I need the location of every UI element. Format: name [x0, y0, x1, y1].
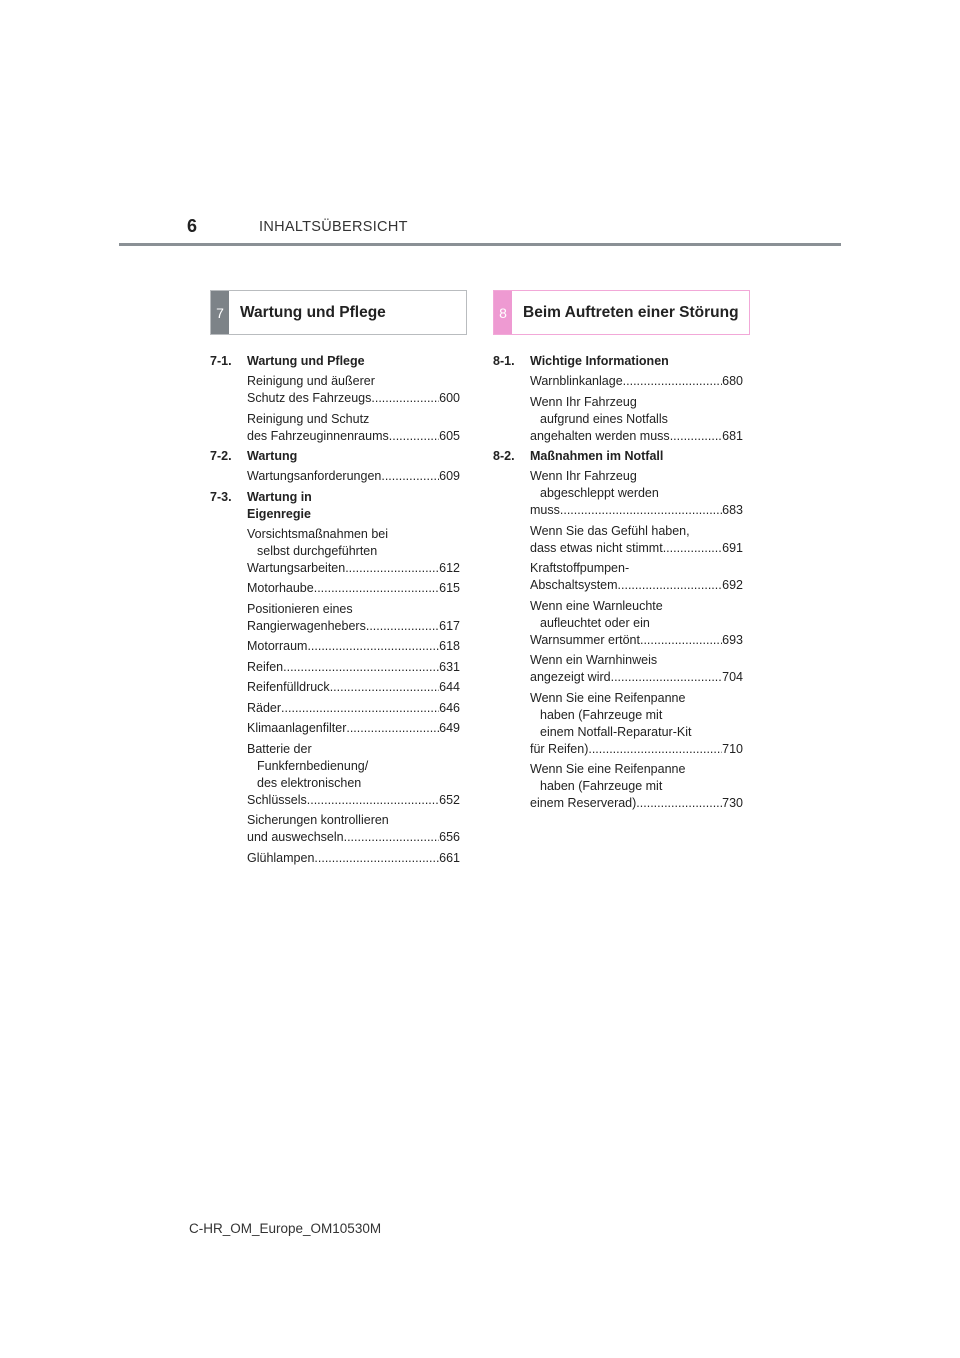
dot-leader: [281, 700, 439, 717]
toc-entry-last-line: [530, 577, 743, 594]
toc-entry-last-line: [247, 428, 460, 445]
section-tab-7: 7: [211, 291, 229, 334]
toc-page-number: 691: [722, 540, 743, 555]
toc-entry[interactable]: [530, 652, 743, 686]
toc-entry-last-line: [247, 468, 460, 485]
toc-entry-last-line: [247, 618, 460, 635]
dot-leader: [307, 792, 439, 809]
chapter-heading: [210, 489, 460, 523]
toc-entry[interactable]: [247, 468, 460, 485]
toc-entry-text: des elektronischen: [257, 775, 362, 790]
dot-leader: [623, 373, 722, 390]
dot-leader: [636, 795, 722, 812]
toc-entry-text: Batterie der: [247, 741, 312, 756]
toc-entry-last-line: [530, 632, 743, 649]
toc-entry[interactable]: [530, 761, 743, 812]
toc-entry[interactable]: [247, 720, 460, 737]
toc-entry-last-line: [530, 502, 743, 519]
toc-entry-last-line: [247, 700, 460, 717]
chapter-number: 8-1.: [493, 354, 515, 368]
toc-entry[interactable]: [530, 468, 743, 519]
toc-entry-text: Sicherungen kontrollieren: [247, 813, 389, 827]
chapter-heading: [493, 353, 743, 370]
toc-entry-last-line: [247, 580, 460, 597]
toc-page-number: 656: [439, 830, 460, 844]
toc-entry-text: muss: [530, 503, 560, 517]
toc-page-number: 652: [439, 792, 460, 807]
toc-entry[interactable]: [247, 659, 460, 676]
toc-entry[interactable]: [247, 638, 460, 655]
toc-page-number: 646: [439, 700, 460, 715]
toc-entry-text: des Fahrzeuginnenraums: [247, 428, 389, 443]
toc-entry[interactable]: [247, 741, 460, 809]
toc-entry[interactable]: [530, 598, 743, 649]
dot-leader: [371, 390, 439, 407]
toc-page-number: 600: [439, 391, 460, 405]
toc-page-number: 612: [439, 560, 460, 575]
toc-entry-text: Warnsummer ertönt: [530, 632, 640, 647]
header-divider: [119, 243, 841, 246]
toc-entry[interactable]: [247, 700, 460, 717]
toc-page-number: 649: [439, 721, 460, 735]
dot-leader: [389, 428, 439, 445]
toc-page-number: 617: [439, 618, 460, 633]
toc-entry-text: Räder: [247, 700, 282, 715]
dot-leader: [346, 720, 439, 737]
toc-entry-last-line: [247, 829, 460, 846]
chapter-number: 8-2.: [493, 449, 515, 463]
toc-entry-text: Glühlampen: [247, 850, 315, 865]
dot-leader: [283, 659, 439, 676]
toc-entry-last-line: [530, 795, 743, 812]
toc-entry-last-line: [247, 720, 460, 737]
dot-leader: [366, 618, 439, 635]
toc-entry-text: angezeigt wird: [530, 670, 611, 684]
toc-entry-text: Wartungsanforderungen: [247, 469, 382, 483]
toc-entry-text: Positionieren eines: [247, 601, 353, 616]
toc-entry-text: Abschaltsystem: [530, 578, 618, 592]
chapter-number: 7-2.: [210, 449, 232, 463]
toc-entry[interactable]: [530, 373, 743, 390]
toc-page-number: 661: [439, 850, 460, 865]
dot-leader: [381, 468, 439, 485]
page-number: 6: [187, 216, 198, 236]
chapter-number: 7-3.: [210, 489, 232, 504]
dot-leader: [344, 829, 440, 846]
toc-entry-text: Wenn Sie das Gefühl haben,: [530, 523, 690, 538]
toc-page-number: 631: [439, 659, 460, 674]
toc-entry-text: Klimaanlagenfilter: [247, 721, 347, 735]
toc-page-number: 710: [722, 741, 743, 756]
toc-entry-text: Funkfernbedienung/: [257, 758, 369, 773]
toc-entry[interactable]: [530, 690, 743, 758]
toc-entry-last-line: [247, 560, 460, 577]
toc-entry-text: Wartungsarbeiten: [247, 560, 346, 575]
toc-entry-text: einem Notfall-Reparatur-Kit: [540, 724, 692, 739]
toc-entry[interactable]: [530, 394, 743, 445]
page-header-title: INHALTSÜBERSICHT: [259, 219, 408, 235]
toc-page-number: 615: [439, 581, 460, 595]
toc-entry-text: dass etwas nicht stimmt: [530, 540, 663, 555]
toc-entry-text: Reifen: [247, 659, 284, 674]
toc-entry-last-line: [530, 373, 743, 390]
toc-entry-last-line: [530, 741, 743, 758]
toc-entry[interactable]: [530, 523, 743, 557]
toc-entry-text: und auswechseln: [247, 830, 344, 844]
toc-entry-text: einem Reserverad): [530, 796, 637, 810]
toc-entry-text: Wenn eine Warnleuchte: [530, 598, 663, 613]
toc-entry-text: Wenn Sie eine Reifenpanne: [530, 762, 686, 776]
dot-leader: [314, 850, 439, 867]
dot-leader: [560, 502, 722, 519]
toc-column-section-8: [493, 353, 743, 816]
toc-page-number: 704: [722, 670, 743, 684]
chapter-heading: [210, 448, 460, 465]
toc-entry-last-line: [530, 428, 743, 445]
toc-entry-text: angehalten werden muss: [530, 428, 670, 443]
toc-entry-text: Wenn Sie eine Reifenpanne: [530, 690, 686, 705]
toc-entry-text: für Reifen): [530, 741, 589, 756]
dot-leader: [611, 669, 723, 686]
toc-entry[interactable]: [247, 373, 460, 407]
toc-entry[interactable]: [247, 812, 460, 846]
toc-entry-text: Reinigung und äußerer: [247, 374, 375, 388]
section-header-7: [210, 290, 467, 335]
toc-entry-last-line: [247, 792, 460, 809]
toc-page-number: 730: [722, 796, 743, 810]
toc-entry-text: aufleuchtet oder ein: [540, 615, 650, 630]
toc-entry-last-line: [247, 638, 460, 655]
toc-entry-last-line: [530, 669, 743, 686]
toc-entry-text: Motorraum: [247, 639, 308, 653]
toc-page-number: 693: [722, 632, 743, 647]
dot-leader: [588, 741, 722, 758]
toc-page-number: 609: [439, 469, 460, 483]
toc-entry-text: Wenn Ihr Fahrzeug: [530, 469, 637, 483]
toc-entry-last-line: [247, 679, 460, 696]
toc-entry-text: Reifenfülldruck: [247, 680, 330, 694]
toc-entry[interactable]: [247, 411, 460, 445]
toc-entry-text: haben (Fahrzeuge mit: [540, 707, 663, 722]
chapter-title: Wichtige Informationen: [530, 354, 669, 368]
dot-leader: [307, 638, 439, 655]
toc-entry-last-line: [247, 850, 460, 867]
toc-entry-text: Warnblinkanlage: [530, 374, 623, 388]
dot-leader: [640, 632, 722, 649]
toc-column-section-7: [210, 353, 460, 870]
chapter-title: Wartung in Eigenregie: [247, 489, 312, 521]
toc-page-number: 644: [439, 680, 460, 694]
toc-entry-text: Wenn ein Warnhinweis: [530, 653, 658, 667]
dot-leader: [314, 580, 439, 597]
toc-entry-text: Motorhaube: [247, 581, 314, 595]
toc-page-number: 681: [722, 428, 743, 443]
section-tab-8: 8: [494, 291, 512, 334]
toc-entry-text: Schutz des Fahrzeugs: [247, 391, 372, 405]
toc-page-number: 683: [722, 503, 743, 517]
chapter-heading: [493, 448, 743, 465]
toc-page-number: 692: [722, 578, 743, 592]
chapter-number: 7-1.: [210, 354, 232, 368]
chapter-title: Maßnahmen im Notfall: [530, 449, 664, 463]
toc-entry-text: Vorsichtsmaßnahmen bei: [247, 526, 389, 541]
toc-entry-text: Schlüssels: [247, 792, 307, 807]
toc-entry-text: haben (Fahrzeuge mit: [540, 779, 663, 793]
toc-entry-text: Kraftstoffpumpen-: [530, 561, 630, 575]
toc-entry[interactable]: [247, 580, 460, 597]
toc-entry-text: Rangierwagenhebers: [247, 618, 366, 633]
toc-entry[interactable]: [247, 526, 460, 577]
chapter-heading: [210, 353, 460, 370]
toc-entry[interactable]: [247, 601, 460, 635]
dot-leader: [345, 560, 439, 577]
toc-page-number: 680: [722, 374, 743, 388]
toc-page-number: 605: [439, 428, 460, 443]
toc-entry-text: aufgrund eines Notfalls: [540, 411, 668, 426]
toc-entry-text: Reinigung und Schutz: [247, 411, 370, 426]
dot-leader: [663, 540, 722, 557]
toc-page-number: 618: [439, 639, 460, 653]
section-title-7: Wartung und Pflege: [240, 304, 386, 321]
section-header-8: [493, 290, 750, 335]
section-title-8: Beim Auftreten einer Störung: [523, 304, 739, 321]
chapter-title: Wartung und Pflege: [247, 354, 365, 368]
toc-entry-last-line: [247, 390, 460, 407]
toc-entry-last-line: [247, 659, 460, 676]
dot-leader: [670, 428, 722, 445]
chapter-title: Wartung: [247, 449, 298, 463]
toc-entry[interactable]: [247, 679, 460, 696]
toc-entry-text: abgeschleppt werden: [540, 486, 659, 500]
toc-entry[interactable]: [247, 850, 460, 867]
dot-leader: [618, 577, 723, 594]
toc-entry-last-line: [530, 540, 743, 557]
toc-entry-text: selbst durchgeführten: [257, 543, 378, 558]
toc-entry[interactable]: [530, 560, 743, 594]
dot-leader: [330, 679, 439, 696]
toc-entry-text: Wenn Ihr Fahrzeug: [530, 394, 637, 409]
document-code: C-HR_OM_Europe_OM10530M: [189, 1221, 382, 1236]
